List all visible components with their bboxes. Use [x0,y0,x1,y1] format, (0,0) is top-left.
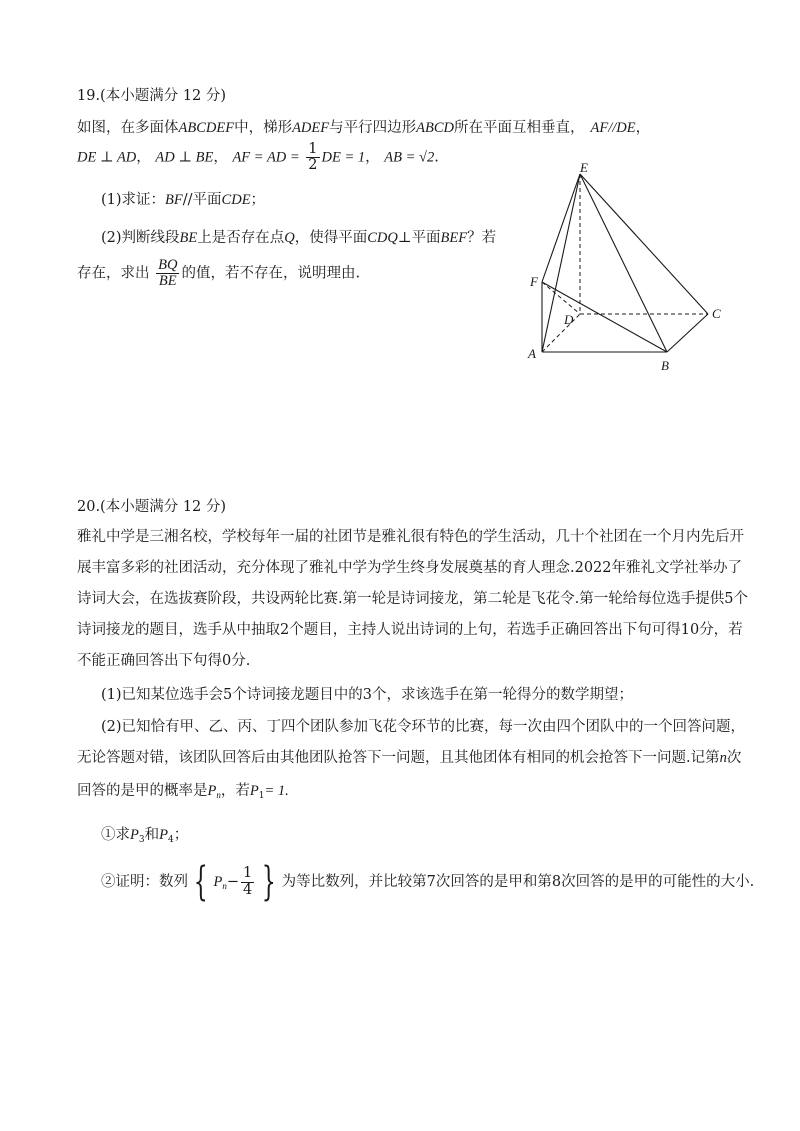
q20-line3: 诗词大会，在选拔赛阶段，共设两轮比赛.第一轮是诗词接龙，第二轮是飞花令.第一轮给每位选手提供5个 [77,591,748,607]
edge-fd-hidden [542,282,580,314]
label-b: B [661,358,669,373]
q20-part2-line2: 无论答题对错，该团队回答后由其他团队抢答下一问题，且其他团体有相同的机会抢答下一问题.记第n次 [77,750,742,766]
right-brace: } [261,859,276,905]
q19-part1: (1)求证：BF//平面CDE； [101,192,266,208]
label-c: C [712,306,721,321]
q20-line1: 雅礼中学是三湘名校，学校每年一届的社团节是雅礼很有特色的学生活动，几十个社团在一个月内先后开 [77,529,744,545]
q20-part2-line3: 回答的是甲的概率是$P_n$，若$P_1= 1$. [77,783,289,801]
q19-part2-cont: 存在，求出 $\frac{BQ}{BE}$ 的值，若不存在，说明理由. [77,257,361,290]
fraction-bq-be: $\frac{BQ}{BE}$ [158,257,178,290]
label-a: A [528,346,536,361]
label-d: D [564,312,574,327]
edge-ad-hidden [542,314,580,352]
edge-eb [580,174,667,352]
fraction-one-half: $\frac{1}{2}$ [308,141,318,174]
q20-line4: 诗词接龙的题目，选手从中抽取2个题目，主持人说出诗词的上句，若选手正确回答出下句可得10分，若 [77,622,743,638]
q20-part1: (1)已知某位选手会5个诗词接龙题目中的3个，求该选手在第一轮得分的数学期望； [101,687,634,703]
q20-header: 20.(本小题满分 12 分) [77,499,227,515]
edge-ea [542,174,580,352]
edge-ef [542,174,580,282]
edge-bc [667,314,708,352]
q19-line2: DE ⊥ AD， AD ⊥ BE， AF = AD = $\frac{1}{2}$ DE = 1， AB = √2. [77,141,439,174]
left-brace: { [193,859,208,905]
edge-ec [580,174,708,314]
fraction-one-quarter: $\frac{1}{4}$ [242,865,253,898]
q19-line1: 如图，在多面体ABCDEF中，梯形ADEF与平行四边形ABCD所在平面互相垂直， AF//DE， [77,120,651,136]
label-e: E [580,160,588,175]
label-f: F [530,274,538,289]
q19-header: 19.(本小题满分 12 分) [77,88,227,104]
edge-fb [542,282,667,352]
q20-line5: 不能正确回答出下句得0分. [77,653,251,669]
q20-line2: 展丰富多彩的社团活动，充分体现了雅礼中学为学生终身发展奠基的育人理念.2022年雅礼文学社举办了 [77,560,743,576]
polyhedron-figure [520,158,740,378]
q20-sub2: ②证明：数列 { $P_n-$ $\frac{1}{4}$ } 为等比数列，并比较第7次回答的是甲和第8次回答的是甲的可能性的大小. [101,859,755,905]
q20-part2-line1: (2)已知恰有甲、乙、丙、丁四个团队参加飞花令环节的比赛，每一次由四个团队中的一个回答问题， [101,719,746,735]
q19-part2: (2)判断线段BE上是否存在点Q，使得平面CDQ⊥平面BEF？若 [101,230,497,246]
q20-sub1: ①求$P_3$和$P_4$； [101,827,189,845]
